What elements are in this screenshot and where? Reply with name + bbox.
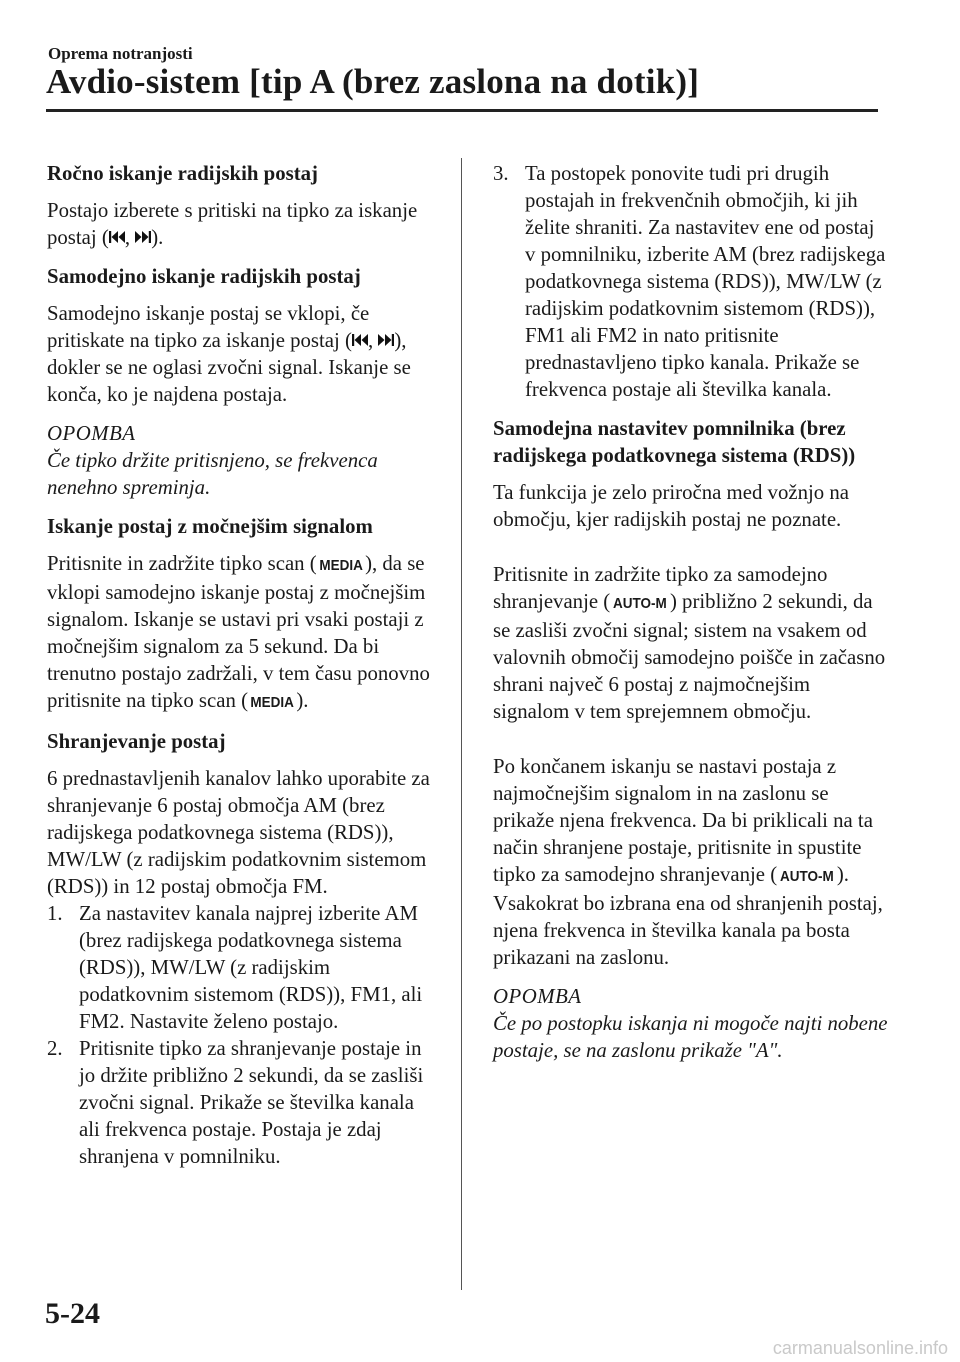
auto-m-key-icon: AUTO-M [780, 868, 834, 885]
step-number: 2. [47, 1037, 63, 1060]
page-title: Avdio-sistem [tip A (brez zaslona na dotik)] [46, 62, 700, 101]
step-text: Ta postopek ponovite tudi pri drugih postajah in frekvenčnih območjih, ki jih želite shraniti. Za nastavitev ene od postaj v pomnilniku, izberite AM (brez radijskega podatkovnega sistema (RDS)), MW/LW (z radijskim podatkovnim sistemom (RDS)), FM1 ali FM2 in nato pritisnite prednastavljeno tipko kanala. Prikaže se frekvenca postaje ali številka kanala. [525, 162, 886, 401]
step-text: Za nastavitev kanala najprej izberite AM (brez radijskega podatkovnega sistema (RDS)), MW/LW (z radijskim podatkovnim sistemom (RDS)), FM1, ali FM2. Nastavite želeno postajo. [79, 902, 423, 1033]
manual-search-heading: Ročno iskanje radijskih postaj [47, 162, 318, 185]
strong-text-part-2: ), da se vklopi samodejno iskanje postaj z močnejšim signalom. Iskanje se ustavi pri vsaki postaji z močnejšim signalom za 5 sekund. Da bi trenutno postajo zadržali, v tem času ponovno pritisnite na tipko scan ( [47, 552, 430, 712]
manual-text-part-1: Postajo izberete s pritiski na tipko za iskanje postaj ( [47, 199, 418, 249]
note-text: Če tipko držite pritisnjeno, se frekvenca nenehno spreminja. [47, 449, 378, 499]
media-key-icon: MEDIA [250, 694, 294, 711]
seek-back-icon [109, 230, 125, 244]
automem2-part-2: ) približno 2 sekundi, da se zasliši zvočni signal; sistem na vsakem od valovnih območij samodejno poišče in začasno shrani največ 6 postaj z najmočnejšim signalom v tem sprejemnem območju. [493, 590, 886, 723]
auto-text-sep: , [367, 329, 379, 352]
automem2-part-1: Pritisnite in zadržite tipko za samodejno shranjevanje ( [493, 563, 828, 613]
page-number: 5-24 [45, 1297, 100, 1330]
seek-back-icon [352, 333, 368, 347]
auto-m-key-icon: AUTO-M [613, 595, 667, 612]
left-column [47, 160, 439, 1170]
auto-text-part-1: Samodejno iskanje postaj se vklopi, če pritiskate na tipko za iskanje postaj ( [47, 302, 370, 352]
strong-text-part-1: Pritisnite in zadržite tipko scan ( [47, 552, 317, 575]
note-label: OPOMBA [493, 985, 582, 1008]
note-text: Če po postopku iskanja ni mogoče najti nobene postaje, se na zaslonu prikaže "A". [493, 1012, 888, 1062]
automem3-part-1: Po končanem iskanju se nastavi postaja z najmočnejšim signalom in na zaslonu se prikaže njena frekvenca. Da bi priklicali na ta način shranjene postaje, pritisnite in spustite tipko za samodejno shranjevanje ( [493, 755, 873, 886]
strong-signal-heading: Iskanje postaj z močnejšim signalom [47, 515, 373, 538]
seek-forward-icon [135, 230, 151, 244]
section-label: Oprema notranjosti [48, 44, 193, 63]
strong-signal-text [47, 550, 439, 716]
manual-text-part-2: ). [151, 226, 164, 249]
step-item [47, 1035, 439, 1170]
auto-memory-heading: Samodejna nastavitev pomnilnika (brez radijskega podatkovnega sistema (RDS)) [493, 417, 856, 467]
auto-text-part-2: ), dokler se ne oglasi zvočni signal. Iskanje se konča, ko je najdena postaja. [47, 329, 411, 406]
title-rule [46, 109, 878, 112]
spacer [493, 737, 888, 753]
step-number: 1. [47, 902, 63, 925]
manual-search-text [47, 197, 439, 251]
auto-search-text [47, 300, 439, 408]
step-item [493, 160, 888, 403]
media-key-icon: MEDIA [319, 557, 363, 574]
note-label: OPOMBA [47, 422, 136, 445]
step-text: Pritisnite tipko za shranjevanje postaje in jo držite približno 2 sekundi, da se zasliši zvočni signal. Prikaže se številka kanala ali frekvenca postaje. Postaja je zdaj shranjena v pomnilniku. [79, 1037, 424, 1168]
step-item [47, 900, 439, 1035]
strong-text-part-3: ). [296, 689, 309, 712]
auto-memory-text-3 [493, 753, 888, 971]
seek-forward-icon [378, 333, 394, 347]
manual-text-sep: , [124, 226, 136, 249]
auto-search-heading: Samodejno iskanje radijskih postaj [47, 265, 361, 288]
spacer [493, 545, 888, 561]
column-divider [461, 158, 462, 1290]
store-text: 6 prednastavljenih kanalov lahko uporabite za shranjevanje 6 postaj območja AM (brez radijskega podatkovnega sistema (RDS)), MW/LW (z radijskim podatkovnim sistemom (RDS)) in 12 postaj območja FM. [47, 767, 430, 898]
watermark: carmanualsonline.info [772, 1338, 948, 1358]
auto-memory-text: Ta funkcija je zelo priročna med vožnjo na območju, kjer radijskih postaj ne poznate. [493, 481, 849, 531]
right-column [493, 160, 888, 1076]
auto-memory-text-2 [493, 561, 888, 725]
step-number: 3. [493, 162, 509, 185]
automem3-part-2: ). Vsakokrat bo izbrana ena od shranjenih postaj, njena frekvenca in številka kanala pa bosta prikazani na zaslonu. [493, 863, 883, 969]
store-heading: Shranjevanje postaj [47, 730, 226, 753]
